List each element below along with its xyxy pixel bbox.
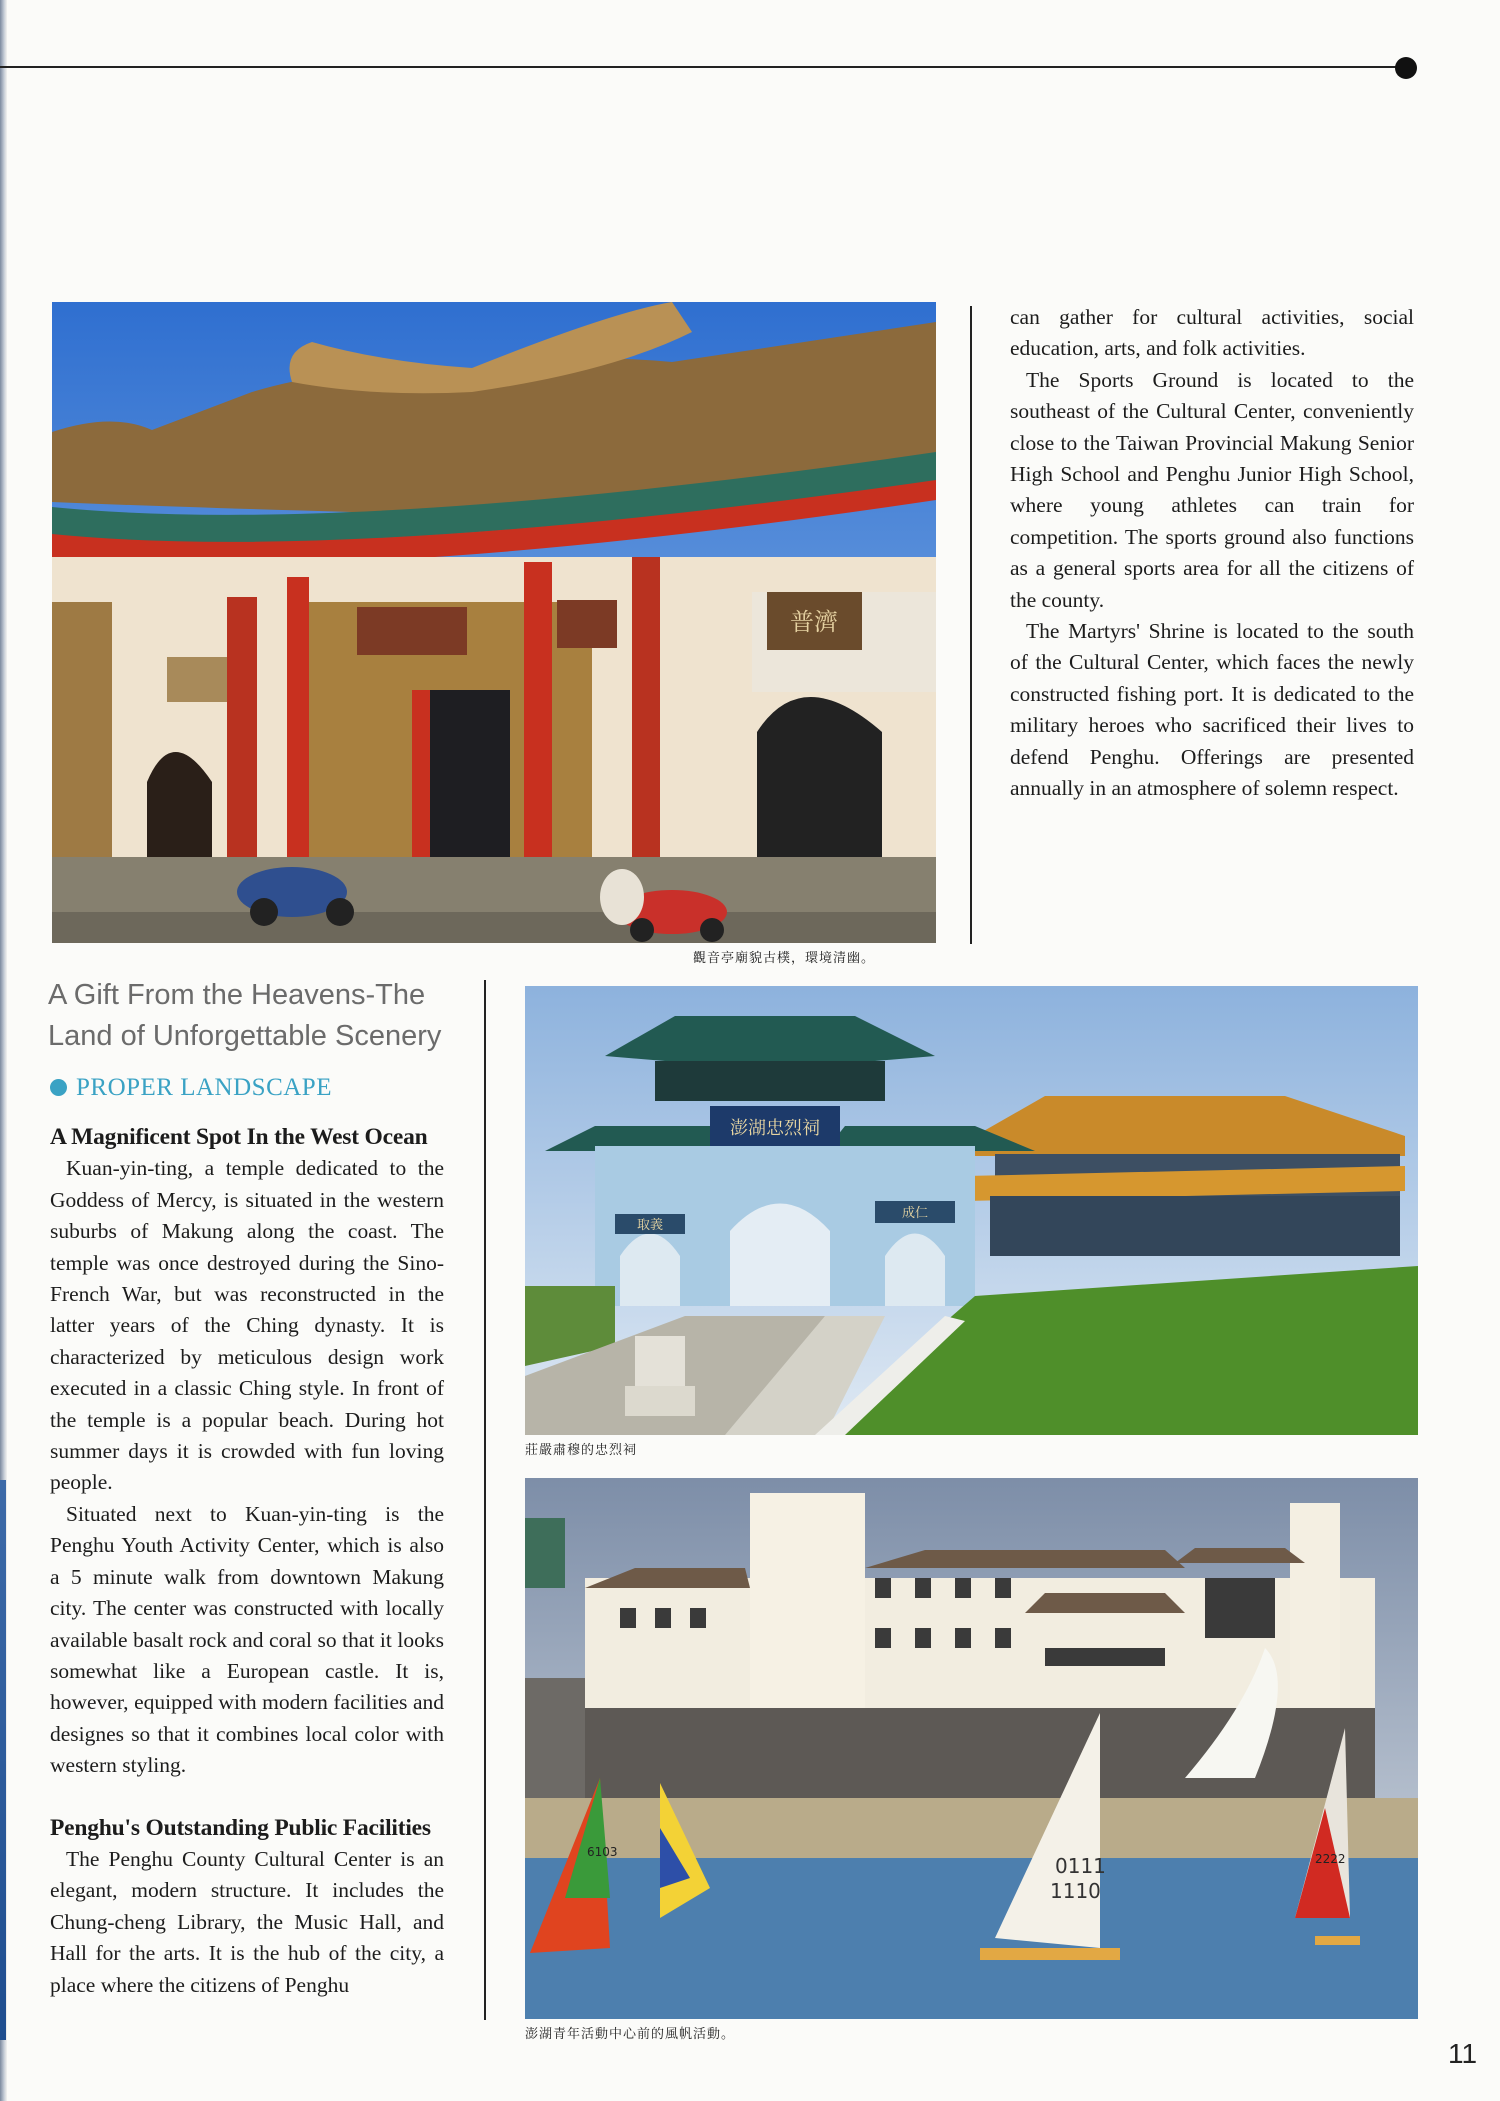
top-rule — [0, 66, 1398, 68]
page-headline — [48, 975, 468, 1057]
spot-p1: Kuan-yin-ting, a temple dedicated to the Goddess of Mercy, is situated in the western suburbs of Makung along the coast. The temple was once destroyed during the Sino-French War, but was reconstructed in the latter years of the Ching dynasty. It is characterized by meticulous design work executed in a classic Ching style. In front of the temple is a popular beach. During hot summer days it is crowded with fun loving people. — [50, 1156, 444, 1495]
shrine-caption: 莊嚴肅穆的忠烈祠 — [525, 1443, 638, 1458]
temple-illustration — [52, 302, 936, 943]
temple-photo — [52, 302, 936, 943]
sail-b-text: 1110 — [1050, 1879, 1101, 1903]
headline-line1: A Gift From the Heavens-The — [48, 979, 426, 1011]
facilities-p1: The Penghu County Cultural Center is an elegant, modern structure. It includes the Chung-cheng Library, the Music Hall, and Hall for the arts. It is the hub of the city, a place where the citizens of Penghu — [50, 1846, 444, 1997]
bullet-dot-icon — [50, 1079, 67, 1096]
shrine-photo — [525, 986, 1418, 1435]
youth-center-caption: 澎湖青年活動中心前的風帆活動。 — [525, 2027, 736, 2042]
column-rule-left — [484, 980, 486, 2020]
left-column-text — [50, 1122, 444, 2001]
top-rule-dot — [1395, 57, 1417, 79]
facilities-p1-continued: can gather for cultural activities, social education, arts, and folk activities. — [1010, 305, 1414, 361]
spot-heading: A Magnificent Spot In the West Ocean — [50, 1124, 428, 1150]
right-column-text — [1010, 302, 1414, 805]
temple-caption: 觀音亭廟貌古樸，環境清幽。 — [693, 951, 876, 966]
shrine-right-text: 成仁 — [901, 1206, 929, 1221]
section-label — [50, 1074, 332, 1102]
spot-p2: Situated next to Kuan-yin-ting is the Penghu Youth Activity Center, which is also a 5 minute walk from downtown Makung city. The center was constructed with locally available basalt rock and coral so that it looks somewhat like a European castle. It is, however, equipped with modern facilities and designes so that it combines local color with western styling. — [50, 1501, 444, 1778]
column-rule-top — [970, 306, 972, 944]
sail-a-text: 0111 — [1055, 1854, 1106, 1878]
shrine-illustration — [525, 986, 1418, 1435]
youth-center-illustration — [525, 1478, 1418, 2019]
page-spine-edge — [0, 1480, 6, 2040]
facilities-p3: The Martyrs' Shrine is located to the south of the Cultural Center, which faces the newly constructed fishing port. It is dedicated to the military heroes who sacrificed their lives to defend Penghu. Offerings are presented annually in an atmosphere of solemn respect. — [1010, 619, 1414, 801]
page-number: 11 — [1448, 2038, 1478, 2069]
headline-line2: Land of Unforgettable Scenery — [48, 1020, 442, 1052]
shrine-left-text: 取義 — [636, 1218, 664, 1233]
sail-c-text: 6103 — [587, 1845, 618, 1859]
facilities-heading: Penghu's Outstanding Public Facilities — [50, 1814, 431, 1841]
section-label-text: PROPER LANDSCAPE — [76, 1074, 332, 1101]
temple-plaque-text: 普濟 — [790, 608, 838, 636]
facilities-p2: The Sports Ground is located to the southeast of the Cultural Center, conveniently close to the Taiwan Provincial Makung Senior High School and Penghu Junior High School, where young athletes can train for competition. The sports ground also functions as a general sports area for all the citizens of the county. — [1010, 367, 1414, 612]
shrine-banner-text: 澎湖忠烈祠 — [730, 1118, 820, 1139]
sail-d-text: 2222 — [1315, 1852, 1346, 1866]
youth-center-photo — [525, 1478, 1418, 2019]
